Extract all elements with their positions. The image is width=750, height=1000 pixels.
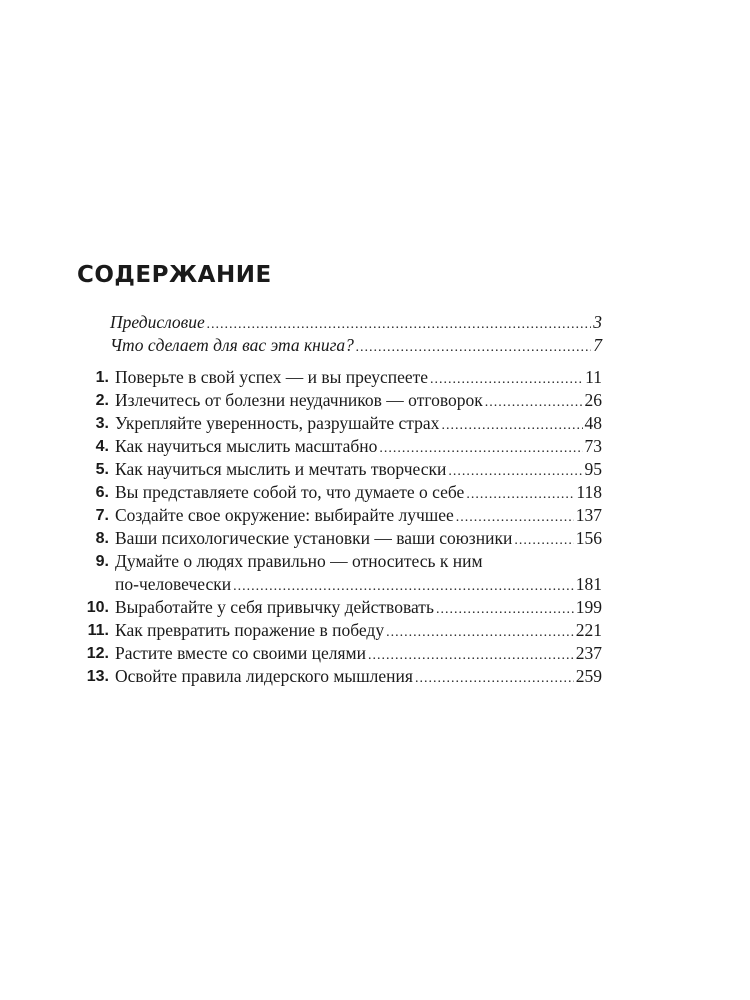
- toc-entry-chapter-7[interactable]: [80, 504, 602, 527]
- chapter-number: 4.: [95, 438, 109, 455]
- toc-entry-title: Как научиться мыслить масштабно: [115, 436, 378, 456]
- toc-entry-chapter-13[interactable]: [80, 665, 602, 688]
- dot-leader: [456, 508, 574, 527]
- toc-entry-title: Предисловие: [110, 312, 205, 332]
- dot-leader: [436, 600, 574, 619]
- toc-entry-title: Излечитесь от болезни неудачников — отговорок: [115, 390, 483, 410]
- chapter-number: 3.: [95, 415, 109, 432]
- toc-entry-chapter-12[interactable]: [80, 642, 602, 665]
- toc-entry-chapter-2[interactable]: [80, 389, 602, 412]
- toc-entry-chapter-9[interactable]: [80, 550, 602, 573]
- toc-page-number: 3: [593, 312, 602, 332]
- dot-leader: [448, 462, 582, 481]
- toc-page-number: 221: [575, 620, 602, 640]
- chapter-number: 12.: [86, 645, 109, 662]
- toc-entry-preface[interactable]: [80, 311, 602, 334]
- toc-page-number: 181: [575, 574, 602, 594]
- toc-page-number: 26: [584, 390, 602, 410]
- toc-entry-title: Думайте о людях правильно — относитесь к ним: [115, 551, 483, 571]
- toc-entry-title: Укрепляйте уверенность, разрушайте страх: [115, 413, 440, 433]
- toc-entry-title: Как научиться мыслить и мечтать творчески: [115, 459, 447, 479]
- toc-page-number: 118: [576, 482, 602, 502]
- toc-entry-chapter-4[interactable]: [80, 435, 602, 458]
- toc-entry-title: Вы представляете собой то, что думаете о себе: [115, 482, 465, 502]
- toc-entry-chapter-9-continued[interactable]: [80, 573, 602, 596]
- dot-leader: [386, 623, 574, 642]
- dot-leader: [514, 531, 573, 550]
- dot-leader: [466, 485, 574, 504]
- toc-entry-title-continuation: по-человечески: [115, 574, 232, 594]
- toc-entry-intro[interactable]: [80, 334, 602, 357]
- toc-entry-chapter-11[interactable]: [80, 619, 602, 642]
- toc-page-number: 199: [575, 597, 602, 617]
- chapter-number: 8.: [95, 530, 109, 547]
- toc-entry-title: Освойте правила лидерского мышления: [115, 666, 413, 686]
- dot-leader: [368, 646, 574, 665]
- toc-page-number: 73: [584, 436, 602, 456]
- toc-page-number: 7: [593, 335, 602, 355]
- dot-leader: [379, 439, 582, 458]
- chapter-number: 7.: [95, 507, 109, 524]
- page-title: СОДЕРЖАНИЕ: [77, 262, 272, 288]
- toc-page-number: 48: [584, 413, 602, 433]
- toc-entry-title: Что сделает для вас эта книга?: [110, 335, 354, 355]
- toc-entry-title: Поверьте в свой успех — и вы преуспеете: [115, 367, 429, 387]
- toc-page-number: 95: [584, 459, 602, 479]
- toc-entry-chapter-8[interactable]: [80, 527, 602, 550]
- toc-page-number: 137: [575, 505, 602, 525]
- chapter-number: 9.: [95, 553, 109, 570]
- chapter-number: 6.: [95, 484, 109, 501]
- dot-leader: [233, 577, 574, 596]
- chapter-number: 1.: [95, 369, 109, 386]
- chapter-number: 13.: [86, 668, 109, 685]
- toc-entry-title: Ваши психологические установки — ваши союзники: [115, 528, 513, 548]
- chapter-number: 10.: [86, 599, 109, 616]
- toc-page-number: 259: [575, 666, 602, 686]
- toc-entry-chapter-6[interactable]: [80, 481, 602, 504]
- dot-leader: [207, 315, 591, 334]
- table-of-contents: [80, 311, 602, 688]
- toc-page-number: 156: [575, 528, 602, 548]
- dot-leader: [430, 370, 583, 389]
- chapter-number: 11.: [87, 622, 109, 639]
- toc-entry-title: Создайте свое окружение: выбирайте лучшее: [115, 505, 454, 525]
- chapter-number: 2.: [95, 392, 109, 409]
- toc-page-number: 11: [585, 367, 602, 387]
- toc-entry-title: Как превратить поражение в победу: [115, 620, 385, 640]
- chapter-number: 5.: [95, 461, 109, 478]
- dot-leader: [485, 393, 583, 412]
- toc-entry-chapter-3[interactable]: [80, 412, 602, 435]
- toc-entry-chapter-5[interactable]: [80, 458, 602, 481]
- toc-entry-chapter-1[interactable]: [80, 366, 602, 389]
- dot-leader: [356, 338, 591, 357]
- dot-leader: [415, 669, 574, 688]
- toc-entry-chapter-10[interactable]: [80, 596, 602, 619]
- toc-entry-title: Выработайте у себя привычку действовать: [115, 597, 434, 617]
- toc-page-number: 237: [575, 643, 602, 663]
- toc-entry-title: Растите вместе со своими целями: [115, 643, 366, 663]
- dot-leader: [441, 416, 582, 435]
